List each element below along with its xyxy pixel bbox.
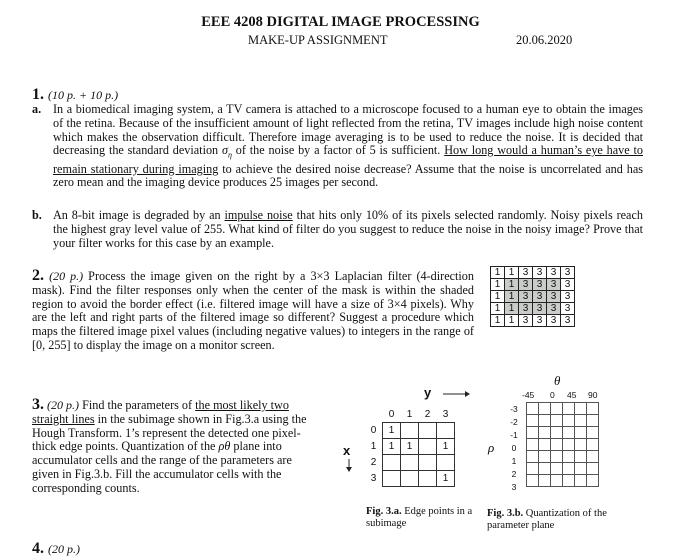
grid-cell: 3	[561, 303, 575, 315]
q1b-text-part1: An 8-bit image is degraded by an	[53, 208, 225, 222]
grid-cell: 1	[505, 315, 519, 327]
fig3a-x-label: x	[343, 443, 351, 458]
accumulator-cell	[563, 427, 575, 439]
grid-cell: 1	[491, 291, 505, 303]
accumulator-cell	[575, 439, 587, 451]
fig3a-cell: 1	[437, 471, 455, 487]
rho-theta-symbol: ρθ	[218, 439, 231, 454]
accumulator-cell	[551, 451, 563, 463]
fig3a-col-header: 0	[388, 409, 395, 420]
accumulator-cell	[527, 463, 539, 475]
grid-cell: 1	[505, 279, 519, 291]
grid-cell: 3	[533, 315, 547, 327]
accumulator-cell	[563, 403, 575, 415]
grid-cell: 1	[491, 303, 505, 315]
accumulator-cell	[539, 415, 551, 427]
q1b-underlined: impulse noise	[224, 208, 293, 222]
fig3a-cell	[437, 455, 455, 471]
fig3a-row-header: 3	[370, 473, 377, 484]
accumulator-cell	[587, 415, 599, 427]
grid-cell: 3	[561, 315, 575, 327]
fig3a-x-arrow	[344, 458, 354, 474]
q1a-text	[53, 103, 643, 190]
accumulator-cell	[563, 475, 575, 487]
accumulator-cell	[527, 475, 539, 487]
accumulator-cell	[587, 451, 599, 463]
accumulator-cell	[551, 475, 563, 487]
q2-points: (20 p.)	[49, 269, 84, 283]
grid-cell: 3	[533, 303, 547, 315]
accumulator-cell	[551, 403, 563, 415]
grid-cell: 1	[505, 291, 519, 303]
grid-cell: 3	[561, 279, 575, 291]
accumulator-cell	[539, 451, 551, 463]
fig3a-cell	[383, 455, 401, 471]
fig3b-caption: Fig. 3.b. Quantization of the parameter plane	[487, 508, 607, 531]
q2-text	[32, 269, 474, 353]
grid-cell: 1	[491, 267, 505, 279]
accumulator-cell	[575, 403, 587, 415]
document-subtitle: MAKE-UP ASSIGNMENT	[248, 33, 388, 47]
fig3a-y-arrow	[441, 390, 471, 398]
q3-points: (20 p.)	[47, 398, 80, 412]
fig3b-rho-label: ρ	[488, 440, 495, 455]
fig3a-cell	[419, 439, 437, 455]
fig3a-cell: 1	[383, 439, 401, 455]
accumulator-cell	[551, 463, 563, 475]
q1b-label: b.	[32, 208, 42, 222]
accumulator-cell	[563, 415, 575, 427]
accumulator-cell	[551, 427, 563, 439]
q3-body-3: plane into accumulator cells and the range of the parameters are given in Fig.3.b. Fill the accumulator cells with the corresponding counts.	[32, 439, 292, 495]
grid-cell: 3	[547, 279, 561, 291]
fig3a-cell	[419, 471, 437, 487]
grid-cell: 3	[547, 315, 561, 327]
fig3a-col-header: 1	[406, 409, 413, 420]
sigma-symbol: $\sigma_\eta$	[221, 143, 232, 160]
grid-cell: 3	[519, 267, 533, 279]
accumulator-cell	[551, 439, 563, 451]
fig3a-caption: Fig. 3.a. Edge points in a subimage	[366, 506, 473, 529]
grid-cell: 3	[547, 303, 561, 315]
theta-tick: 0	[550, 390, 555, 400]
grid-cell: 3	[519, 279, 533, 291]
rho-tick: -1	[510, 430, 518, 440]
accumulator-cell	[587, 463, 599, 475]
rho-tick: 2	[511, 469, 517, 479]
q2-image-grid	[490, 266, 575, 327]
accumulator-cell	[575, 427, 587, 439]
q3-body-2: in the subimage shown in Fig.3.a using the Hough Transform. 1’s represent the detected one pixel-thick edge points. Quantization of the	[32, 411, 307, 454]
fig3a-row-header: 2	[370, 457, 377, 468]
accumulator-cell	[551, 415, 563, 427]
rho-tick: 3	[511, 482, 517, 492]
q1a-text-part2: of the noise by a factor of 5 is sufficient.	[231, 143, 445, 158]
q3-underlined: the most likely two straight lines	[32, 398, 289, 426]
theta-tick: -45	[522, 390, 535, 400]
accumulator-cell	[575, 463, 587, 475]
fig3a-cell	[401, 455, 419, 471]
grid-cell: 3	[561, 267, 575, 279]
q1a-text-part1: In a biomedical imaging system, a TV camera is attached to a microscope focused to a human eye to obtain the images of the retina. Because of the insufficient amount of light reflected from the retina, TV images include high noise content which makes the observation difficult. Therefore image averaging is to be used to reduce the noise. It is decided that decreasing the standard deviation	[53, 102, 643, 158]
fig3a-row-header: 1	[370, 441, 377, 452]
q3-body-1: Find the parameters of	[79, 398, 196, 412]
accumulator-cell	[527, 451, 539, 463]
accumulator-cell	[527, 439, 539, 451]
q3-text	[32, 398, 317, 496]
fig3a-cell	[383, 471, 401, 487]
grid-cell: 3	[547, 291, 561, 303]
accumulator-cell	[575, 475, 587, 487]
fig3a-row-header: 0	[370, 425, 377, 436]
q2-body: Process the image given on the right by a 3×3 Laplacian filter (4-direction mask). Find the filter responses only when the center of the mask is within the shaded region to avoid the border effect (i.e. filtered image will have a size of 3×4 pixels). Why are the left and right parts of the filtered image so different? Suggest a procedure which maps the filtered image pixel values (including negative values) to integers in the range of [0, 255] to display the image on a monitor screen.	[32, 269, 474, 352]
q1-points: (10 p. + 10 p.)	[48, 88, 119, 102]
grid-cell: 1	[505, 303, 519, 315]
grid-row	[491, 267, 575, 279]
rho-tick: 0	[511, 443, 517, 453]
fig3a-col-header: 3	[442, 409, 449, 420]
accumulator-cell	[563, 463, 575, 475]
fig3a-cell	[401, 423, 419, 439]
accumulator-cell	[563, 439, 575, 451]
q4-heading	[32, 540, 80, 558]
accumulator-cell	[587, 403, 599, 415]
accumulator-cell	[563, 451, 575, 463]
q1a-text-part3: to achieve the desired noise decrease? Assume that the noise is uncorrelated and has zero mean and the imaging device produces 25 images per second.	[53, 161, 643, 190]
rho-tick: -2	[510, 417, 518, 427]
fig3a-cell	[419, 455, 437, 471]
accumulator-cell	[575, 415, 587, 427]
grid-row	[491, 279, 575, 291]
document-title: EEE 4208 DIGITAL IMAGE PROCESSING	[201, 14, 480, 30]
grid-cell: 3	[533, 279, 547, 291]
q2-number: 2.	[32, 267, 44, 284]
theta-tick: 45	[567, 390, 577, 400]
q4-points: (20 p.)	[48, 542, 80, 556]
grid-cell: 3	[519, 291, 533, 303]
accumulator-cell	[527, 427, 539, 439]
grid-cell: 3	[561, 291, 575, 303]
accumulator-cell	[539, 463, 551, 475]
grid-cell: 3	[547, 267, 561, 279]
grid-cell: 3	[533, 291, 547, 303]
accumulator-cell	[587, 439, 599, 451]
grid-row	[491, 291, 575, 303]
fig3a-cell: 1	[383, 423, 401, 439]
q1a-label: a.	[32, 102, 42, 116]
document-date: 20.06.2020	[516, 33, 573, 47]
rho-tick: 1	[511, 456, 517, 466]
fig3a-cell: 1	[401, 439, 419, 455]
q4-number: 4.	[32, 540, 44, 557]
fig3b-rho-ticks	[506, 403, 522, 494]
q1a-underlined-question: How long would a human’s eye have to remain stationary during imaging	[53, 143, 643, 176]
q1b-text-part2: that hits only 10% of its pixels selected randomly. Noisy pixels reach the highest gray level value of 255. What kind of filter do you suggest to reduce the noise in the noisy image? Prove that your filter works for this case by an example.	[53, 208, 643, 250]
accumulator-cell	[587, 427, 599, 439]
fig3a-y-label: y	[424, 385, 432, 400]
theta-tick: 90	[588, 390, 598, 400]
q1b-text	[53, 209, 643, 250]
accumulator-cell	[539, 403, 551, 415]
grid-cell: 3	[533, 267, 547, 279]
fig3a-subimage	[365, 407, 455, 487]
grid-cell: 1	[505, 267, 519, 279]
grid-cell: 1	[491, 279, 505, 291]
accumulator-cell	[539, 427, 551, 439]
fig3a-cell	[437, 423, 455, 439]
accumulator-cell	[539, 475, 551, 487]
accumulator-cell	[539, 439, 551, 451]
rho-tick: -3	[510, 404, 518, 414]
fig3b-theta-label: θ	[554, 373, 561, 388]
grid-cell: 3	[519, 303, 533, 315]
q1-number: 1.	[32, 86, 44, 103]
fig3a-cell: 1	[437, 439, 455, 455]
grid-row	[491, 303, 575, 315]
grid-row	[491, 315, 575, 327]
accumulator-cell	[527, 403, 539, 415]
accumulator-cell	[587, 475, 599, 487]
fig3a-cell	[419, 423, 437, 439]
fig3b-accumulator	[526, 402, 599, 487]
accumulator-cell	[527, 415, 539, 427]
accumulator-cell	[575, 451, 587, 463]
fig3a-cell	[401, 471, 419, 487]
fig3a-col-header: 2	[424, 409, 431, 420]
q3-number: 3.	[32, 396, 44, 413]
grid-cell: 3	[519, 315, 533, 327]
grid-cell: 1	[491, 315, 505, 327]
